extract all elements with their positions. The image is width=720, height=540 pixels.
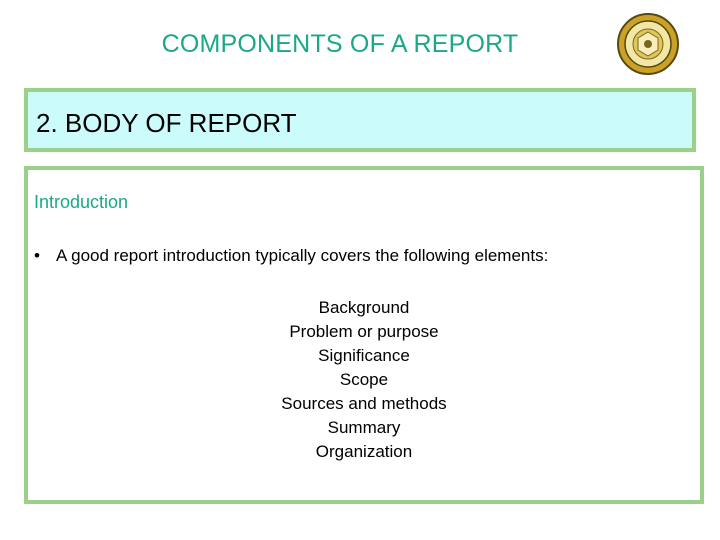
- section-title: 2. BODY OF REPORT: [36, 108, 297, 138]
- list-item-problem-purpose: Problem or purpose: [289, 322, 439, 341]
- introduction-heading: Introduction: [34, 192, 129, 212]
- list-item-significance: Significance: [318, 346, 410, 365]
- list-item-summary: Summary: [327, 418, 401, 437]
- content-box: [24, 166, 704, 504]
- bullet-item: [34, 246, 548, 266]
- list-item-background: Background: [318, 298, 410, 317]
- list-item-sources-methods: Sources and methods: [281, 394, 447, 413]
- university-seal-icon: [616, 12, 680, 76]
- bullet-marker: •: [34, 246, 40, 265]
- section-header-box: [24, 88, 696, 152]
- list-item-scope: Scope: [339, 370, 389, 389]
- slide-title: COMPONENTS OF A REPORT: [161, 30, 519, 58]
- bullet-text: A good report introduction typically covers the following elements:: [56, 246, 549, 265]
- list-item-organization: Organization: [315, 442, 413, 461]
- elements-list: [28, 296, 700, 464]
